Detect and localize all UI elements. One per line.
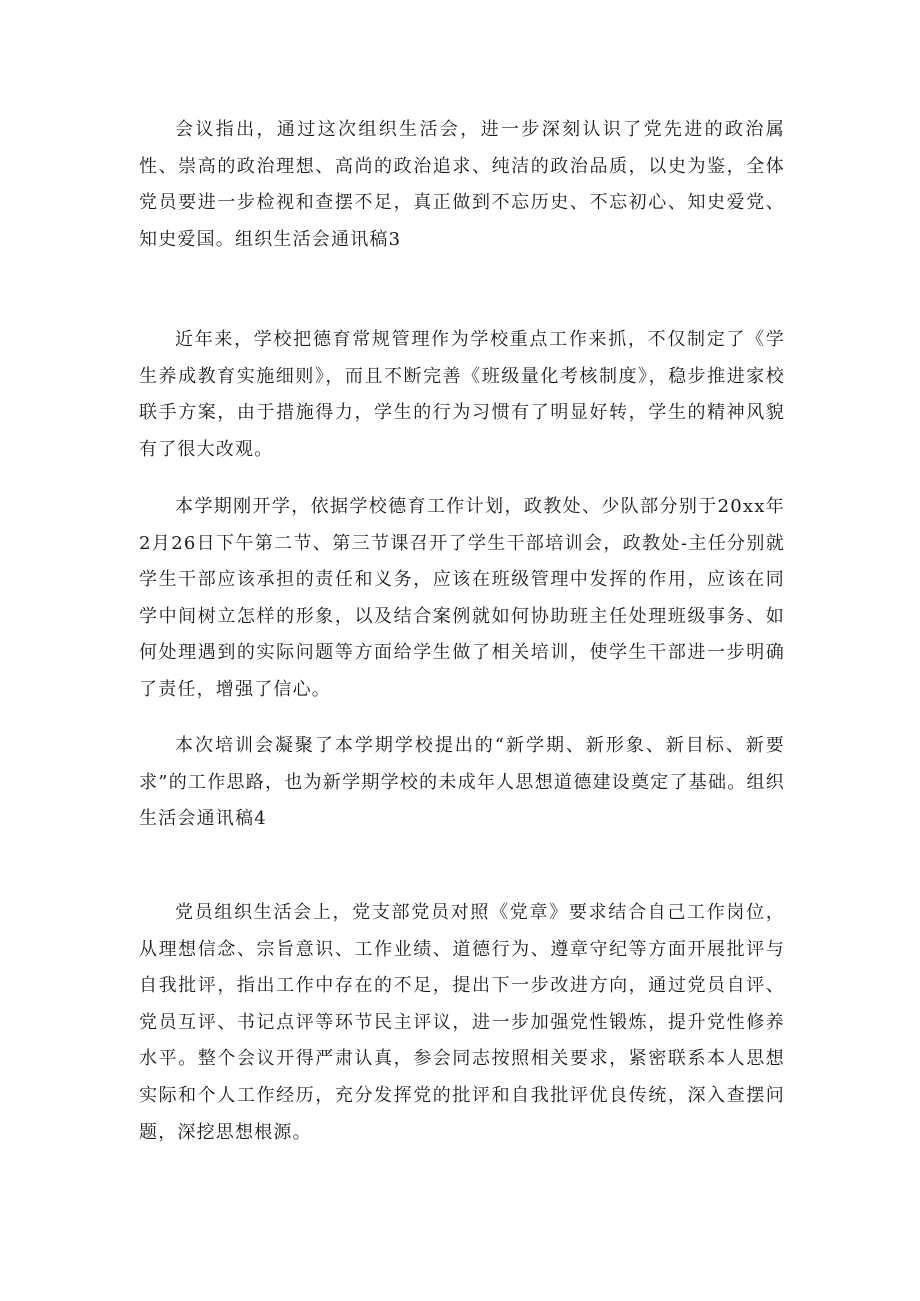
paragraph-moral-education-management: 近年来，学校把德育常规管理作为学校重点工作来抓，不仅制定了《学生养成教育实施细则》，而且不断完善《班级量化考核制度》，稳步推进家校联手方案，由于措施得力，学生的行为习惯有了明显好转，学生的精神风貌有了很大改观。 [139, 329, 785, 460]
paragraph-training-significance: 本次培训会凝聚了本学期学校提出的“新学期、新形象、新目标、新要求”的工作思路，也为新学期学校的未成年人思想道德建设奠定了基础。组织生活会通讯稿4 [139, 735, 785, 830]
paragraph-student-cadre-training: 本学期刚开学，依据学校德育工作计划，政教处、少队部分别于20xx年2月26日下午第二节、第三节课召开了学生干部培训会，政教处-主任分别就学生干部应该承担的责任和义务，应该在班级管理中发挥的作用，应该在同学中间树立怎样的形象，以及结合案例就如何协助班主任处理班级事务、如何处理遇到的实际问题等方面给学生做了相关培训，使学生干部进一步明确了责任，增强了信心。 [139, 496, 785, 700]
paragraph-party-member-meeting: 党员组织生活会上，党支部党员对照《党章》要求结合自己工作岗位，从理想信念、宗旨意识、工作业绩、道德行为、遵章守纪等方面开展批评与自我批评，指出工作中存在的不足，提出下一步改进方向，通过党员自评、党员互评、书记点评等环节民主评议，进一步加强党性锻炼，提升党性修养水平。整个会议开得严肃认真，参会同志按照相关要求，紧密联系本人思想实际和个人工作经历，充分发挥党的批评和自我批评优良传统，深入查摆问题，深挖思想根源。 [139, 902, 785, 1143]
paragraph-meeting-summary: 会议指出，通过这次组织生活会，进一步深刻认识了党先进的政治属性、崇高的政治理想、高尚的政治追求、纯洁的政治品质，以史为鉴，全体党员要进一步检视和查摆不足，真正做到不忘历史、不忘初心、知史爱党、知史爱国。组织生活会通讯稿3 [139, 119, 785, 250]
